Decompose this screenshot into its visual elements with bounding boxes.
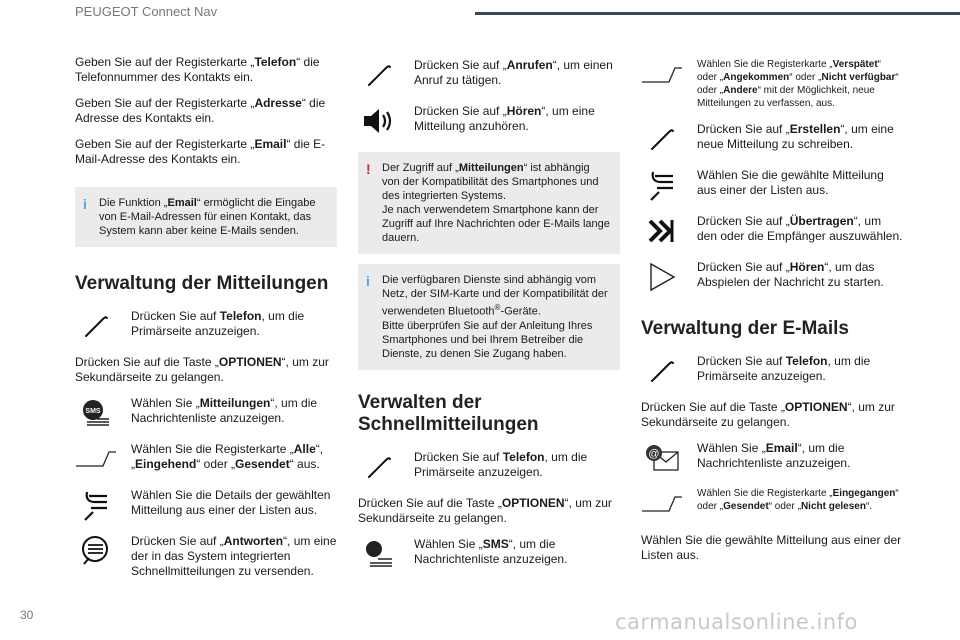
warning-icon: ! [366,161,371,177]
sms-icon [358,537,400,571]
watermark: carmanualsonline.info [615,610,858,634]
header-title: PEUGEOT Connect Nav [75,4,218,19]
pencil-icon [358,58,400,92]
tab-icon [75,442,117,476]
pencil-icon [358,450,400,484]
forward-icon [641,214,683,248]
step-registerkarte-email: Wählen Sie die Registerkarte „Eingegangen“ oder „Gesendet“ oder „Nicht gelesen“. [641,487,903,521]
column-3 [641,58,903,574]
page-number: 30 [20,608,34,622]
paragraph-optionen-2: Drücken Sie auf die Taste „OPTIONEN“, um zur Sekundärseite zu gelangen. [358,495,612,525]
email-icon [641,441,683,475]
sms-icon [75,396,117,430]
pencil-icon [75,309,117,343]
paragraph-adresse: Geben Sie auf der Registerkarte „Adresse“ die Adresse des Kontakts ein. [75,96,326,125]
step-hoeren-3: Drücken Sie auf „Hören“, um das Abspielen der Nachricht zu starten. [641,260,903,294]
detail-list-icon [641,168,683,202]
paragraph-telefon: Geben Sie auf der Registerkarte „Telefon“ die Telefonnummer des Kontakts ein. [75,55,320,84]
column-1 [75,55,337,591]
pencil-icon [641,354,683,388]
column-2 [358,58,620,583]
step-mitteilungen: SMS Wählen Sie „Mitteilungen“, um die Nachrichtenliste anzuzeigen. [75,396,337,430]
step-erstellen: Drücken Sie auf „Erstellen“, um eine neue Mitteilung zu schreiben. [641,122,903,156]
step-telefon-2: Drücken Sie auf Telefon, um die Primärseite anzuzeigen. [358,450,620,484]
step-uebertragen: Drücken Sie auf „Übertragen“, um den oder die Empfänger auszuwählen. [641,214,903,248]
step-gewaehlte-mitteilung: Wählen Sie die gewählte Mitteilung aus einer der Listen aus. [641,168,903,202]
header-bar [475,12,960,15]
paragraph-email: Geben Sie auf der Registerkarte „Email“ die E-Mail-Adresse des Kontakts ein. [75,137,326,166]
svg-text:@: @ [648,448,660,460]
step-hoeren: Drücken Sie auf „Hören“, um eine Mitteilung anzuhören. [358,104,620,138]
warning-box-mitteilungen: ! Der Zugriff auf „Mitteilungen“ ist abhängig von der Kompatibilität des Smartphones und des integrierten Systems. Je nach verwendetem Smartphone kann der Zugriff auf Ihre Nachrichten oder E-Mails lange dauern. [358,152,620,254]
step-registerkarte-3: Wählen Sie die Registerkarte „Verspätet“ oder „Angekommen“ oder „Nicht verfügbar“ oder „Andere“ mit der Möglichkeit, neue Mitteilungen zu verfassen, aus. [641,58,903,110]
speaker-icon [358,104,400,138]
section-heading-schnellmitteilungen: Verwalten der Schnellmitteilungen [358,391,539,435]
info-box-email: i Die Funktion „Email“ ermöglicht die Eingabe von E-Mail-Adressen für einen Kontakt, das System kann aber keine E-Mails senden. [75,187,337,247]
tab-icon [641,58,683,92]
step-telefon-3: Drücken Sie auf Telefon, um die Primärseite anzuzeigen. [641,354,903,388]
paragraph-optionen-3: Drücken Sie auf die Taste „OPTIONEN“, um zur Sekundärseite zu gelangen. [641,400,895,429]
section-heading-mitteilungen: Verwaltung der Mitteilungen [75,273,329,294]
play-icon [641,260,683,294]
info-icon: i [366,273,370,289]
quick-reply-icon [75,534,117,568]
svg-text:SMS: SMS [85,408,101,415]
step-email: @ Wählen Sie „Email“, um die Nachrichtenliste anzuzeigen. [641,441,903,475]
step-anrufen: Drücken Sie auf „Anrufen“, um einen Anruf zu tätigen. [358,58,620,92]
info-box-dienste: i Die verfügbaren Dienste sind abhängig vom Netz, der SIM-Karte und der Kompatibilität der verwendeten Bluetooth®-Geräte. Bitte überprüfen Sie auf der Anleitung Ihres Smartphones und bei Ihrem Betreiber die Dienste, zu denen Sie Zugang haben. [358,264,620,370]
step-antworten: Drücken Sie auf „Antworten“, um eine der in das System integrierten Schnellmitteilungen zu versenden. [75,534,337,579]
tab-icon [641,487,683,521]
pencil-icon [641,122,683,156]
step-registerkarte: Wählen Sie die Registerkarte „Alle“, „Eingehend“ oder „Gesendet“ aus. [75,442,337,476]
step-telefon: Drücken Sie auf Telefon, um die Primärseite anzuzeigen. [75,309,337,343]
paragraph-gewaehlte-mitteilung: Wählen Sie die gewählte Mitteilung aus einer der Listen aus. [641,533,902,562]
info-icon: i [83,196,87,212]
step-sms: Wählen Sie „SMS“, um die Nachrichtenliste anzuzeigen. [358,537,620,571]
detail-list-icon [75,488,117,522]
step-details: Wählen Sie die Details der gewählten Mitteilung aus einer der Listen aus. [75,488,337,522]
section-heading-emails: Verwaltung der E-Mails [641,318,849,339]
paragraph-optionen: Drücken Sie auf die Taste „OPTIONEN“, um zur Sekundärseite zu gelangen. [75,355,329,384]
